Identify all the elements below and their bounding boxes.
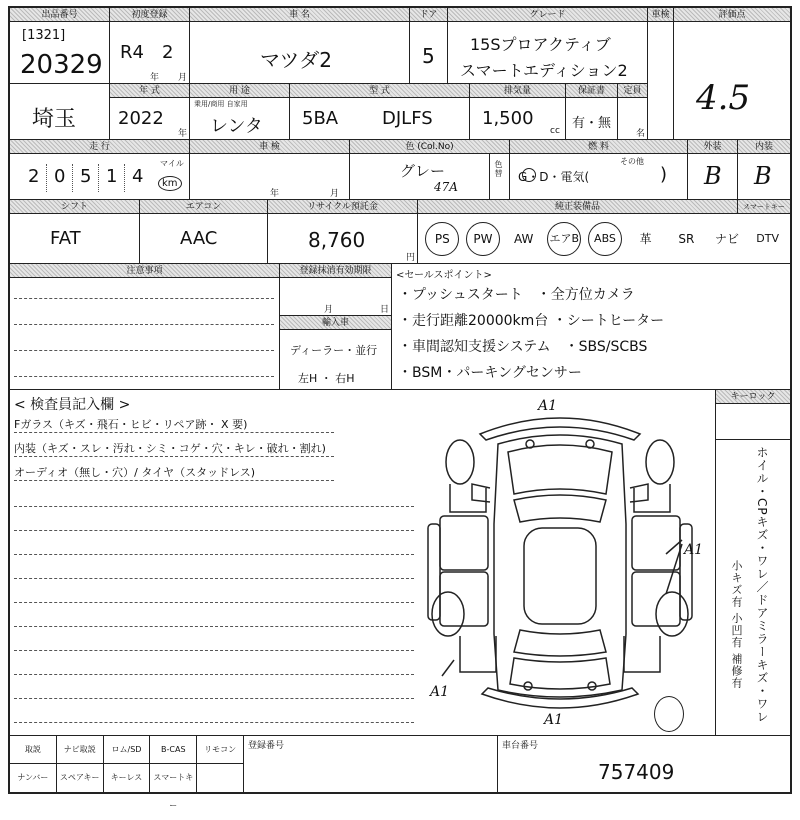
- footer-item: スマートキー: [150, 764, 197, 792]
- import-header: 輸入車: [280, 316, 392, 330]
- reg-expiry-day: 日: [380, 305, 390, 315]
- lot-sub: [1321]: [22, 28, 66, 43]
- notes-header: 注意事項: [10, 264, 280, 278]
- reg-number-header: 登録番号: [248, 741, 285, 751]
- cc-header: 排気量: [470, 84, 566, 98]
- score-cell: [674, 22, 790, 140]
- model-year-header: 年 式: [110, 84, 190, 98]
- equipment-item: AW: [513, 232, 534, 246]
- doors: 5: [422, 44, 435, 68]
- capacity-unit: 名: [636, 129, 646, 139]
- model-code: DJLFS: [382, 108, 433, 129]
- keylock-header: キーロック: [716, 390, 790, 404]
- equipment-item: エアB: [544, 222, 585, 256]
- lot-header: 出品番号: [10, 8, 110, 22]
- inspector-line1: Fガラス（キズ・飛石・ヒビ・リペア跡・ X 要): [14, 418, 248, 431]
- model-year-cell: [110, 98, 190, 140]
- mileage-cell: [10, 154, 190, 200]
- interior-cell: [738, 154, 790, 200]
- equipment-circle-icon: [588, 222, 622, 256]
- equipment-circle-icon: [425, 222, 459, 256]
- mileage-unit-mile: マイル: [160, 159, 184, 168]
- inspector-title: < 検査員記入欄 >: [14, 397, 131, 413]
- inspector-area: [10, 390, 716, 736]
- usage-header: 用 途: [190, 84, 290, 98]
- fuel-header: 燃 料: [510, 140, 688, 154]
- color: グレー: [400, 162, 446, 180]
- keylock-cell: [716, 404, 790, 440]
- mileage-digit: 5: [80, 166, 92, 187]
- sales-point: ・走行距離20000km台 ・シートヒーター: [398, 313, 665, 329]
- lot-number: 20329: [20, 50, 103, 80]
- model-prefix: 5BA: [302, 108, 339, 129]
- inspection-header: 車 検: [190, 140, 350, 154]
- small-cell: [648, 22, 674, 140]
- inspector-line3: オーディオ（無し・穴）/ タイヤ（スタッドレス): [14, 466, 256, 479]
- import-dealer: ディーラー・並行: [290, 344, 378, 357]
- side-small-notes: 小キズ有 小凹有 補修有: [730, 560, 743, 689]
- warranty: 有・無: [572, 116, 612, 131]
- shift: FAT: [50, 228, 81, 249]
- damage-mark: A1: [538, 398, 558, 414]
- door-cell: [410, 22, 448, 84]
- recycle-unit: 円: [406, 253, 416, 263]
- shift-header: シフト: [10, 200, 140, 214]
- sales-point: ・プッシュスタート ・全方位カメラ: [398, 287, 635, 303]
- door-header: ドア: [410, 8, 448, 22]
- footer-items-row2: [10, 764, 244, 810]
- reg-expiry-cell: [280, 278, 392, 316]
- reg-year: 2: [162, 42, 174, 63]
- ac-header: エアコン: [140, 200, 268, 214]
- footer-item: B-CAS: [150, 736, 197, 764]
- small-header: 車検: [648, 8, 674, 22]
- year-unit: 年: [150, 73, 160, 83]
- grade-line2: スマートエディション2: [460, 61, 628, 80]
- fuel-options: G・D・電気(: [518, 170, 590, 184]
- footer-items: [10, 736, 244, 810]
- sales-point: ・車間認知支援システム ・SBS/SCBS: [398, 339, 648, 355]
- footer-item: ロム/SD: [104, 736, 151, 764]
- keyless-header: スマートキー: [738, 200, 790, 214]
- equipment-circle-icon: [466, 222, 500, 256]
- footer-item: ナンバー: [10, 764, 57, 792]
- mileage-digit: 0: [54, 166, 66, 187]
- fuel-cell: [510, 154, 688, 200]
- equipment-item: 革: [639, 232, 652, 246]
- sales-points-cell: [392, 264, 790, 390]
- score: 4.5: [696, 78, 751, 118]
- footer-item: キーレス: [104, 764, 151, 792]
- interior-header: 内装: [738, 140, 790, 154]
- lot-cell: [10, 22, 110, 84]
- capacity-cell: [618, 98, 648, 140]
- auction-sheet: [8, 6, 792, 810]
- shift-cell: [10, 214, 140, 264]
- damage-mark: A1: [430, 684, 450, 700]
- first-reg-header: 初度登録: [110, 8, 190, 22]
- color-change: 色替: [494, 160, 503, 178]
- wheel-circle-icon: [654, 696, 684, 732]
- footer-item: 取説: [10, 736, 57, 764]
- model-header: 型 式: [290, 84, 470, 98]
- equipment-item: PW: [463, 222, 504, 256]
- inspection-month: 月: [330, 189, 340, 199]
- footer-item: スペアキー: [57, 764, 104, 792]
- cc-cell: [470, 98, 566, 140]
- chassis-cell: [498, 736, 790, 792]
- cc-unit: cc: [550, 126, 560, 136]
- warranty-cell: [566, 98, 618, 140]
- equipment-item: DTV: [756, 232, 780, 245]
- grade-header: グレード: [448, 8, 648, 22]
- recycle-header: リサイクル預託金: [268, 200, 418, 214]
- mileage-digit: 2: [28, 166, 40, 187]
- exterior-grade: B: [704, 162, 722, 190]
- equipment-item: ABS: [585, 222, 626, 256]
- equipment-item: ナビ: [714, 232, 739, 246]
- cc-value: 1,500: [482, 108, 534, 129]
- exterior-header: 外装: [688, 140, 738, 154]
- capacity-header: 定員: [618, 84, 648, 98]
- usage: レンタ: [210, 116, 263, 137]
- footer-items-row1: [10, 736, 244, 764]
- color-code: 47A: [434, 180, 458, 194]
- inspection-cell: [190, 154, 350, 200]
- side-notes-cell: [716, 440, 790, 736]
- ac-cell: [140, 214, 268, 264]
- model-year-suffix: 年: [178, 129, 188, 139]
- reg-expiry-header: 登録抹消有効期限: [280, 264, 392, 278]
- damage-mark: A1: [684, 542, 704, 558]
- mileage-digit: 1: [106, 166, 118, 187]
- month-unit: 月: [178, 73, 188, 83]
- model-cell: [290, 98, 470, 140]
- warranty-header: 保証書: [566, 84, 618, 98]
- first-reg-cell: [110, 22, 190, 84]
- region-cell: [10, 84, 110, 140]
- model-year: 2022: [118, 108, 164, 129]
- footer-item: リモコン: [197, 736, 244, 764]
- mileage-header: 走 行: [10, 140, 190, 154]
- side-notes: ホイル・CPキズ・ワレ／ドアミラーキズ・ワレ: [755, 446, 769, 724]
- era: R4: [120, 42, 144, 63]
- reg-expiry-month: 月: [324, 305, 334, 315]
- equipment-circle-icon: [547, 222, 581, 256]
- usage-cell: [190, 98, 290, 140]
- chassis-header: 車台番号: [502, 741, 539, 751]
- region: 埼玉: [32, 107, 77, 132]
- mileage-digit: 4: [132, 166, 144, 187]
- import-cell: [280, 330, 392, 390]
- notes-cell: [10, 278, 280, 390]
- car-name-header: 車 名: [190, 8, 410, 22]
- color-header: 色 (Col.No): [350, 140, 510, 154]
- usage-note: 乗用/商用 自家用: [194, 100, 248, 108]
- import-side: 左H ・ 右H: [298, 372, 355, 385]
- sales-point: ・BSM・パーキングセンサー: [398, 365, 582, 381]
- grade-line1: 15Sプロアクティブ: [470, 35, 611, 54]
- recycle-fee: 8,760: [308, 228, 366, 252]
- mileage-unit-km: km: [158, 176, 182, 191]
- ac: AAC: [180, 228, 218, 249]
- interior-grade: B: [754, 162, 772, 190]
- equip-header: 純正装備品: [418, 200, 738, 214]
- car-diagram-icon: [420, 404, 700, 724]
- exterior-cell: [688, 154, 738, 200]
- color-cell: [350, 154, 490, 200]
- footer-item: ナビ取説: [57, 736, 104, 764]
- equipment-item: SR: [678, 232, 695, 246]
- sales-header: <セールスポイント>: [396, 270, 492, 281]
- inspection-year: 年: [270, 189, 280, 199]
- grade-cell: [448, 22, 648, 84]
- equipment-item: PS: [422, 222, 463, 256]
- damage-mark: A1: [544, 712, 564, 728]
- chassis-number: 757409: [598, 760, 675, 784]
- car-name: マツダ2: [260, 48, 332, 72]
- fuel-other: その他: [620, 157, 644, 166]
- inspector-line2: 内装（キズ・スレ・汚れ・シミ・コゲ・穴・キレ・破れ・割れ): [14, 442, 326, 455]
- recycle-cell: [268, 214, 418, 264]
- score-header: 評価点: [674, 8, 790, 22]
- fuel-close: ): [660, 164, 668, 185]
- car-name-cell: [190, 22, 410, 84]
- equipment-list: [422, 222, 788, 256]
- reg-number-cell: [244, 736, 498, 792]
- color-change-cell: [490, 154, 510, 200]
- equipment-cell: [418, 214, 790, 264]
